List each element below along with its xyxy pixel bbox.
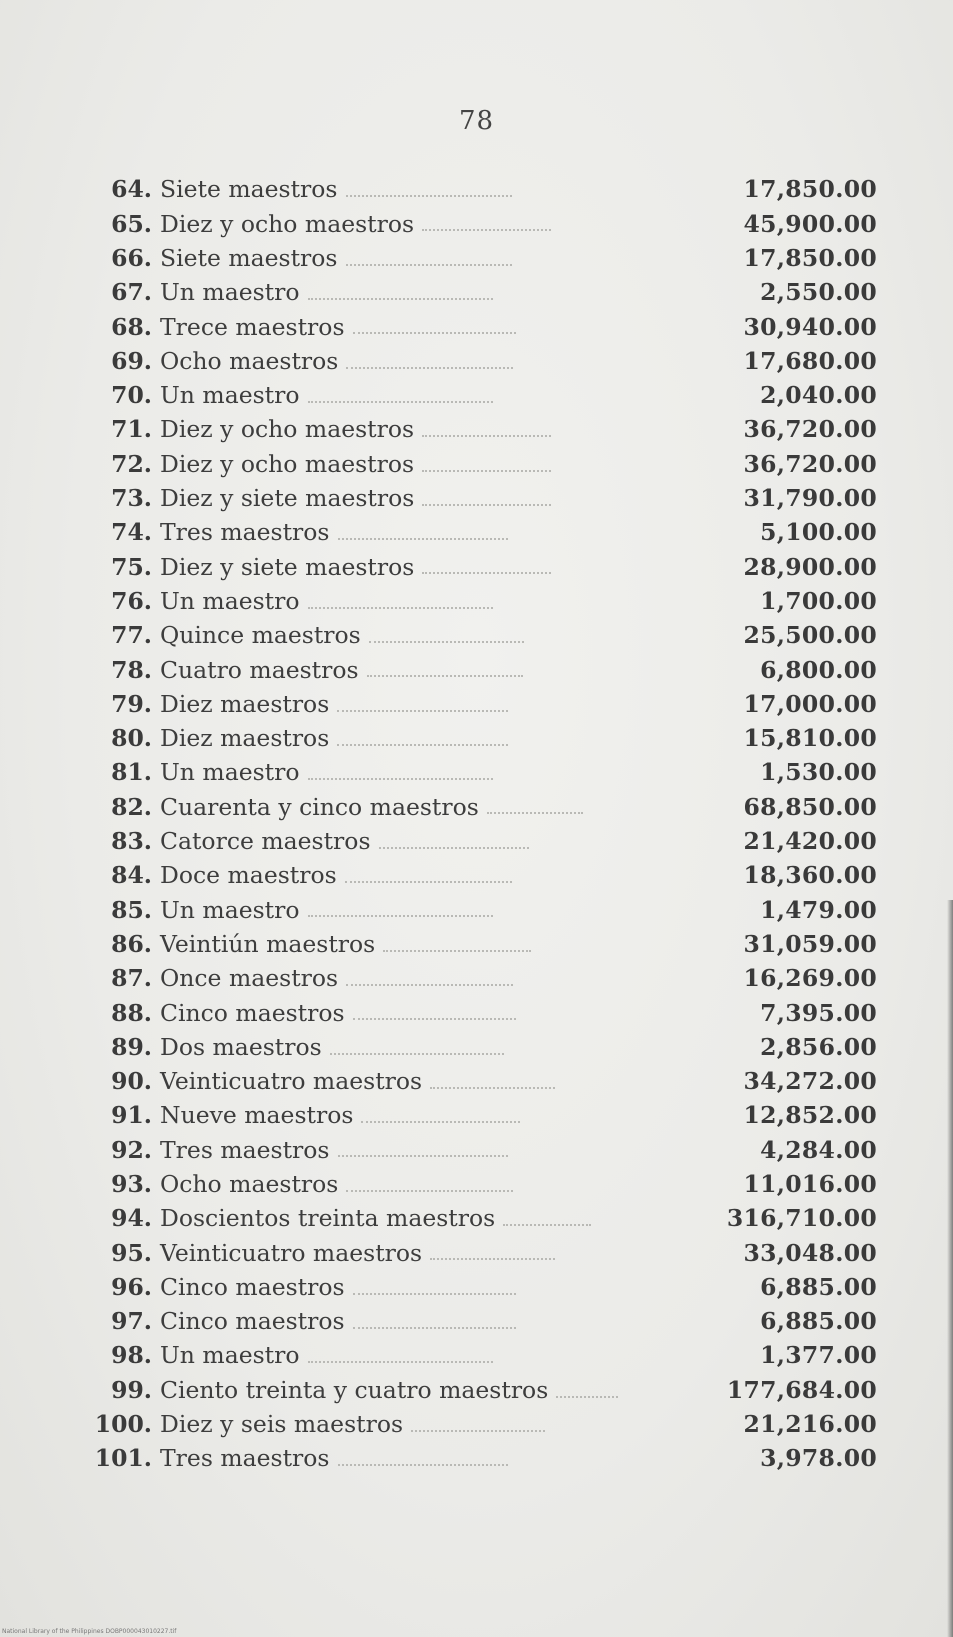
list-item — [72, 1339, 877, 1373]
list-item — [72, 825, 877, 859]
entry-number: 88. — [111, 998, 152, 1027]
dot-leader — [308, 1361, 494, 1363]
dot-leader — [308, 401, 494, 403]
entry-number: 68. — [111, 312, 152, 341]
entry-description: Diez y ocho maestros — [160, 209, 415, 238]
list-item — [72, 1202, 877, 1236]
dot-leader — [308, 778, 494, 780]
entry-description: Catorce maestros — [160, 827, 371, 856]
dot-leader — [411, 1430, 545, 1432]
entry-amount: 21,216.00 — [743, 1410, 877, 1439]
entry-amount: 45,900.00 — [743, 209, 878, 238]
entry-description: Cinco maestros — [160, 998, 345, 1027]
dot-leader — [369, 641, 524, 643]
entry-list — [72, 173, 877, 1476]
list-item — [72, 447, 877, 481]
entry-number: 77. — [111, 621, 152, 650]
entry-number: 100. — [94, 1410, 152, 1439]
entry-amount: 7,395.00 — [760, 998, 877, 1027]
list-item — [72, 859, 877, 893]
dot-leader — [346, 367, 512, 369]
entry-number: 64. — [111, 175, 152, 204]
entry-description: Un maestro — [160, 278, 300, 307]
dot-leader — [308, 298, 494, 300]
entry-amount: 34,272.00 — [743, 1067, 877, 1096]
entry-amount: 2,550.00 — [760, 278, 877, 307]
list-item — [72, 344, 877, 378]
entry-number: 71. — [111, 415, 152, 444]
entry-description: Cinco maestros — [160, 1307, 345, 1336]
entry-amount: 21,420.00 — [743, 827, 878, 856]
list-item — [72, 516, 877, 550]
dot-leader — [346, 264, 513, 266]
entry-description: Cuarenta y cinco maestros — [160, 792, 479, 821]
entry-amount: 6,885.00 — [760, 1272, 877, 1301]
entry-amount: 1,479.00 — [760, 895, 877, 924]
dot-leader — [353, 1018, 516, 1020]
entry-number: 86. — [111, 929, 152, 958]
list-item — [72, 687, 877, 721]
entry-amount: 17,000.00 — [743, 689, 878, 718]
dot-leader — [422, 504, 550, 506]
entry-number: 75. — [111, 552, 152, 581]
entry-description: Diez y seis maestros — [160, 1410, 404, 1439]
entry-amount: 4,284.00 — [760, 1135, 877, 1164]
entry-description: Diez y ocho maestros — [160, 415, 415, 444]
dot-leader — [367, 675, 523, 677]
entry-amount: 31,059.00 — [743, 929, 877, 958]
dot-leader — [383, 950, 531, 952]
dot-leader — [430, 1258, 554, 1260]
page-edge-shadow — [947, 900, 953, 1637]
list-item — [72, 1305, 877, 1339]
entry-description: Diez y ocho maestros — [160, 449, 415, 478]
entry-description: Diez maestros — [160, 724, 330, 753]
entry-description: Un maestro — [160, 381, 300, 410]
list-item — [72, 207, 877, 241]
entry-amount: 31,790.00 — [743, 484, 877, 513]
entry-number: 79. — [111, 689, 152, 718]
entry-description: Quince maestros — [160, 621, 361, 650]
entry-amount: 2,040.00 — [760, 381, 877, 410]
entry-number: 97. — [111, 1307, 152, 1336]
entry-description: Nueve maestros — [160, 1101, 354, 1130]
list-item — [72, 790, 877, 824]
entry-amount: 15,810.00 — [743, 724, 878, 753]
entry-amount: 36,720.00 — [743, 449, 878, 478]
list-item — [72, 379, 877, 413]
entry-amount: 3,978.00 — [760, 1444, 877, 1473]
dot-leader — [338, 1155, 509, 1157]
entry-description: Veinticuatro maestros — [160, 1067, 423, 1096]
entry-amount: 18,360.00 — [743, 861, 877, 890]
entry-description: Un maestro — [160, 1341, 300, 1370]
list-item — [72, 310, 877, 344]
entry-amount: 1,530.00 — [760, 758, 877, 787]
entry-amount: 2,856.00 — [760, 1032, 878, 1061]
entry-description: Cuatro maestros — [160, 655, 359, 684]
entry-description: Un maestro — [160, 586, 300, 615]
entry-amount: 28,900.00 — [743, 552, 877, 581]
dot-leader — [353, 332, 516, 334]
entry-description: Trece maestros — [160, 312, 345, 341]
dot-leader — [430, 1087, 554, 1089]
list-item — [72, 173, 877, 207]
entry-description: Diez maestros — [160, 689, 330, 718]
footer-credit: National Library of the Philippines DOBP000043010227.tif — [2, 1628, 177, 1635]
entry-amount: 30,940.00 — [743, 312, 878, 341]
list-item — [72, 1168, 877, 1202]
entry-description: Veintiún maestros — [160, 929, 376, 958]
entry-number: 69. — [111, 346, 152, 375]
list-item — [72, 1236, 877, 1270]
entry-amount: 177,684.00 — [726, 1375, 878, 1404]
list-item — [72, 1442, 877, 1476]
entry-number: 72. — [111, 449, 152, 478]
dot-leader — [353, 1293, 516, 1295]
entry-description: Un maestro — [160, 895, 300, 924]
list-item — [72, 413, 877, 447]
entry-number: 78. — [111, 655, 152, 684]
entry-description: Tres maestros — [160, 518, 330, 547]
entry-number: 91. — [111, 1101, 152, 1130]
entry-number: 95. — [111, 1238, 152, 1267]
entry-number: 99. — [111, 1375, 152, 1404]
entry-number: 80. — [111, 724, 152, 753]
entry-number: 67. — [111, 278, 152, 307]
list-item — [72, 996, 877, 1030]
list-item — [72, 1133, 877, 1167]
list-item — [72, 722, 877, 756]
entry-description: Tres maestros — [160, 1444, 330, 1473]
list-item — [72, 928, 877, 962]
entry-description: Ocho maestros — [160, 346, 339, 375]
dot-leader — [422, 470, 550, 472]
entry-description: Cinco maestros — [160, 1272, 345, 1301]
dot-leader — [353, 1327, 516, 1329]
entry-number: 89. — [111, 1032, 152, 1061]
entry-amount: 11,016.00 — [743, 1170, 878, 1198]
entry-description: Veinticuatro maestros — [160, 1238, 423, 1267]
entry-amount: 16,269.00 — [743, 964, 877, 993]
entry-amount: 6,885.00 — [760, 1307, 877, 1336]
entry-number: 90. — [111, 1067, 152, 1096]
list-item — [72, 242, 877, 276]
entry-description: Doce maestros — [160, 861, 337, 890]
entry-description: Dos maestros — [160, 1032, 322, 1061]
entry-number: 70. — [111, 381, 152, 410]
dot-leader — [338, 1464, 509, 1466]
dot-leader — [503, 1224, 591, 1226]
entry-amount: 5,100.00 — [760, 518, 877, 547]
entry-description: Un maestro — [160, 758, 300, 787]
entry-number: 74. — [111, 518, 152, 547]
dot-leader — [556, 1396, 617, 1398]
list-item — [72, 1271, 877, 1305]
list-item — [72, 962, 877, 996]
entry-amount: 316,710.00 — [726, 1204, 878, 1233]
list-item — [72, 1099, 877, 1133]
dot-leader — [346, 195, 513, 197]
dot-leader — [422, 435, 550, 437]
entry-amount: 17,680.00 — [743, 346, 878, 375]
entry-description: Doscientos treinta maestros — [160, 1204, 496, 1233]
entry-amount: 1,700.00 — [760, 586, 877, 615]
entry-number: 76. — [111, 586, 152, 615]
list-item — [72, 482, 877, 516]
entry-number: 81. — [111, 758, 152, 787]
dot-leader — [345, 881, 512, 883]
entry-number: 66. — [111, 243, 152, 272]
list-item — [72, 1065, 877, 1099]
entry-description: Diez y siete maestros — [160, 552, 415, 581]
page-number: 78 — [458, 106, 495, 136]
entry-number: 93. — [111, 1170, 152, 1198]
entry-amount: 17,850.00 — [743, 243, 877, 272]
dot-leader — [422, 229, 550, 231]
list-item — [72, 653, 877, 687]
dot-leader — [308, 607, 494, 609]
entry-description: Siete maestros — [160, 175, 338, 204]
entry-number: 98. — [111, 1341, 152, 1370]
entry-amount: 25,500.00 — [743, 621, 877, 650]
list-item — [72, 1030, 877, 1064]
entry-number: 73. — [111, 484, 152, 513]
dot-leader — [346, 1190, 512, 1192]
entry-description: Siete maestros — [160, 243, 338, 272]
dot-leader — [487, 812, 583, 814]
list-item — [72, 619, 877, 653]
entry-number: 94. — [111, 1204, 152, 1233]
entry-description: Ciento treinta y cuatro maestros — [160, 1375, 549, 1404]
dot-leader — [338, 538, 509, 540]
entry-number: 87. — [111, 964, 152, 993]
entry-number: 84. — [111, 861, 152, 890]
entry-amount: 36,720.00 — [743, 415, 878, 444]
entry-description: Diez y siete maestros — [160, 484, 415, 513]
entry-number: 82. — [111, 792, 152, 821]
list-item — [72, 1408, 877, 1442]
list-item — [72, 550, 877, 584]
entry-amount: 6,800.00 — [760, 655, 878, 684]
list-item — [72, 756, 877, 790]
list-item — [72, 1373, 877, 1407]
dot-leader — [422, 572, 550, 574]
entry-number: 85. — [111, 895, 152, 924]
entry-description: Once maestros — [160, 964, 339, 993]
list-item — [72, 276, 877, 310]
entry-number: 65. — [111, 209, 152, 238]
entry-amount: 12,852.00 — [743, 1101, 877, 1130]
entry-amount: 68,850.00 — [743, 792, 877, 821]
dot-leader — [337, 710, 508, 712]
list-item — [72, 585, 877, 619]
dot-leader — [346, 984, 512, 986]
list-item — [72, 893, 877, 927]
entry-amount: 1,377.00 — [760, 1341, 877, 1370]
entry-amount: 33,048.00 — [743, 1238, 877, 1267]
dot-leader — [337, 744, 508, 746]
dot-leader — [361, 1121, 520, 1123]
dot-leader — [330, 1053, 505, 1055]
entry-description: Tres maestros — [160, 1135, 330, 1164]
entry-amount: 17,850.00 — [743, 175, 877, 204]
entry-number: 101. — [94, 1444, 152, 1473]
entry-number: 96. — [111, 1272, 152, 1301]
dot-leader — [379, 847, 529, 849]
entry-description: Ocho maestros — [160, 1170, 339, 1198]
entry-number: 92. — [111, 1135, 152, 1164]
entry-number: 83. — [111, 827, 152, 856]
dot-leader — [308, 915, 494, 917]
